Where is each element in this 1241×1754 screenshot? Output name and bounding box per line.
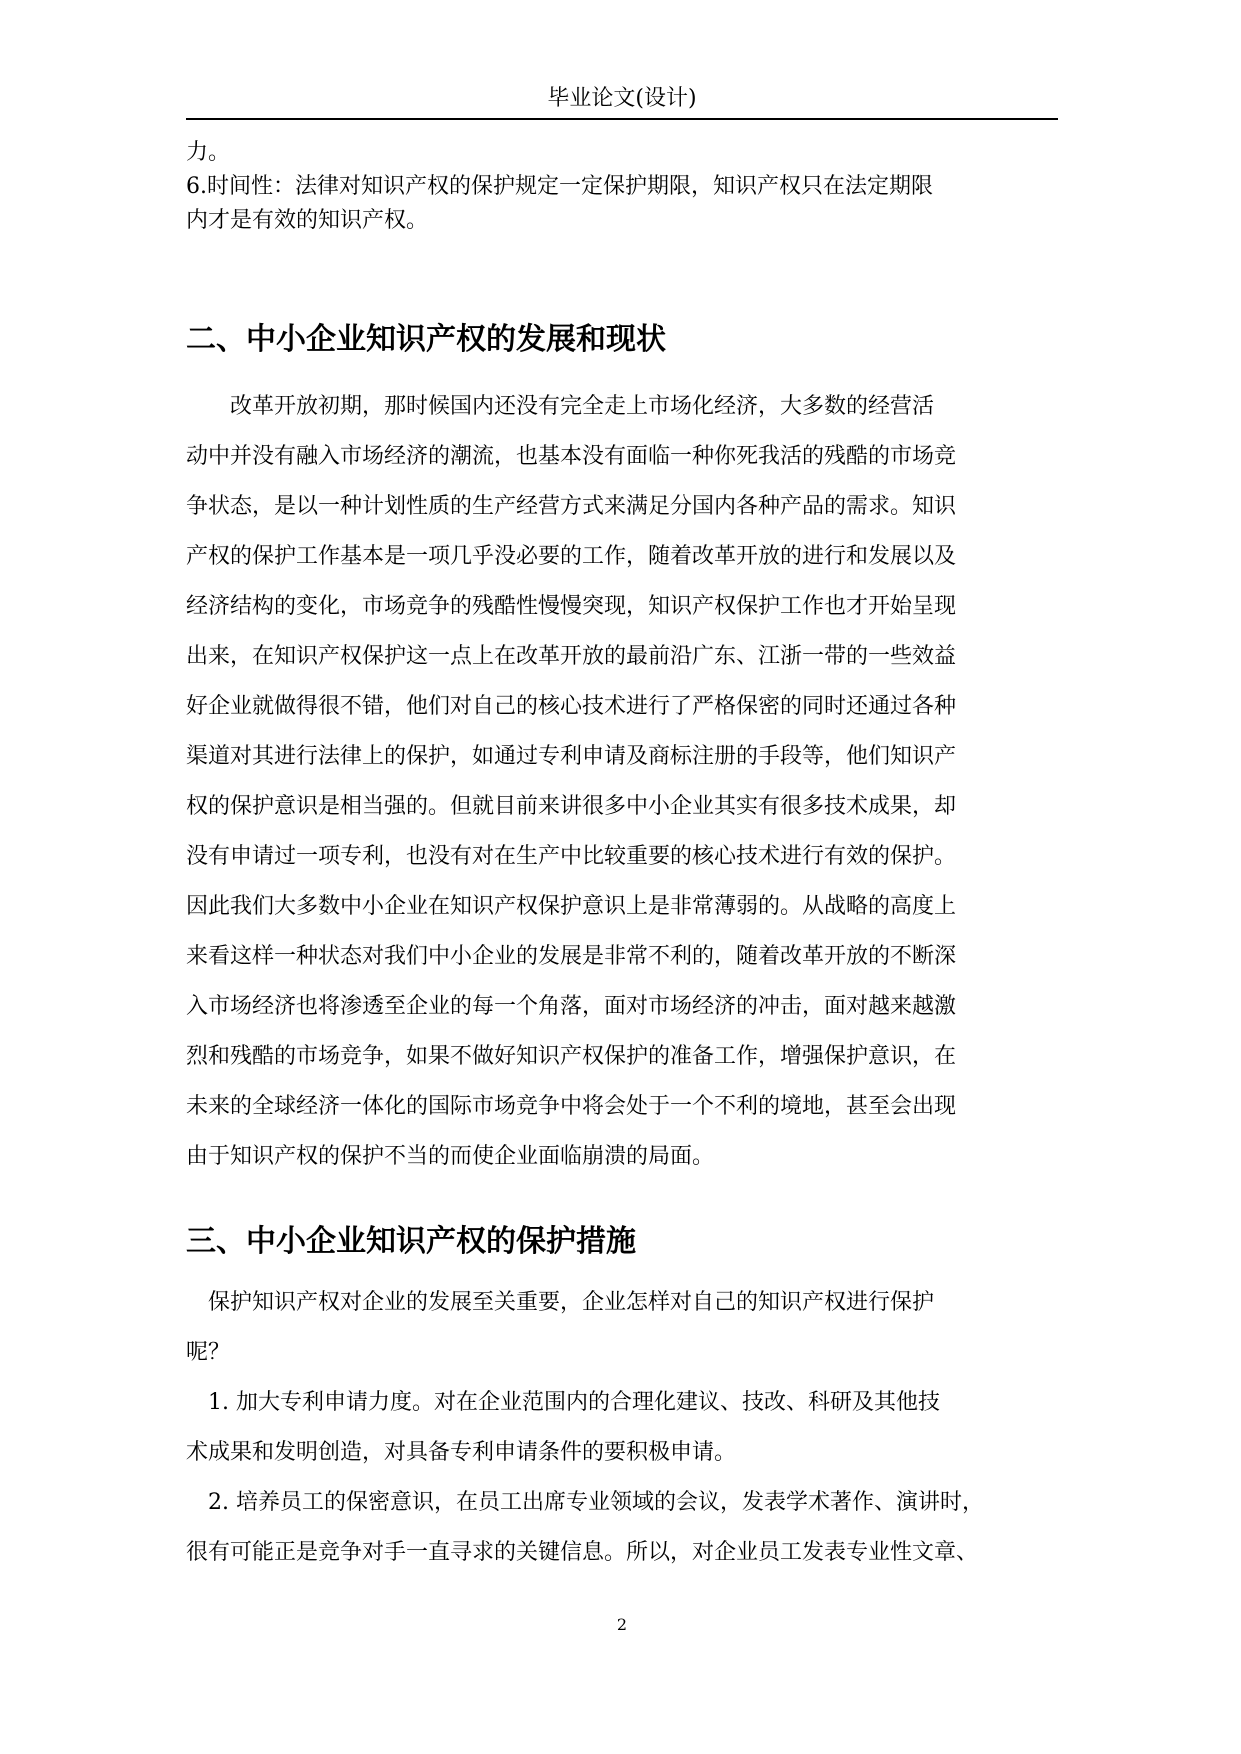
paragraph-line: 没有申请过一项专利，也没有对在生产中比较重要的核心技术进行有效的保护。	[186, 844, 957, 869]
paragraph-line: 2. 培养员工的保密意识，在员工出席专业领域的会议，发表学术著作、演讲时，	[186, 1490, 984, 1515]
running-header: 毕业论文(设计)	[547, 86, 697, 111]
paragraph-line: 渠道对其进行法律上的保护，如通过专利申请及商标注册的手段等，他们知识产	[186, 744, 957, 769]
paragraph-line: 由于知识产权的保护不当的而使企业面临崩溃的局面。	[186, 1144, 715, 1169]
paragraph-line: 保护知识产权对企业的发展至关重要，企业怎样对自己的知识产权进行保护	[186, 1290, 935, 1315]
paragraph-line: 很有可能正是竞争对手一直寻求的关键信息。所以，对企业员工发表专业性文章、	[186, 1540, 979, 1565]
paragraph-line: 改革开放初期，那时候国内还没有完全走上市场化经济，大多数的经营活	[186, 394, 935, 419]
section-heading-3: 三、中小企业知识产权的保护措施	[186, 1224, 636, 1259]
paragraph-line: 1. 加大专利申请力度。对在企业范围内的合理化建议、技改、科研及其他技	[186, 1390, 940, 1415]
paragraph-line: 因此我们大多数中小企业在知识产权保护意识上是非常薄弱的。从战略的高度上	[186, 894, 957, 919]
paragraph-line: 产权的保护工作基本是一项几乎没必要的工作，随着改革开放的进行和发展以及	[186, 544, 957, 569]
paragraph-line: 争状态，是以一种计划性质的生产经营方式来满足分国内各种产品的需求。知识	[186, 494, 957, 519]
paragraph-line: 权的保护意识是相当强的。但就目前来讲很多中小企业其实有很多技术成果，却	[186, 794, 957, 819]
paragraph-line: 力。	[186, 140, 231, 165]
paragraph-line: 烈和残酷的市场竞争，如果不做好知识产权保护的准备工作，增强保护意识，在	[186, 1044, 957, 1069]
paragraph-line: 入市场经济也将渗透至企业的每一个角落，面对市场经济的冲击，面对越来越激	[186, 994, 957, 1019]
paragraph-line: 出来，在知识产权保护这一点上在改革开放的最前沿广东、江浙一带的一些效益	[186, 644, 957, 669]
header-divider	[186, 118, 1058, 120]
paragraph-line: 未来的全球经济一体化的国际市场竞争中将会处于一个不利的境地，甚至会出现	[186, 1094, 957, 1119]
paragraph-line: 6.时间性：法律对知识产权的保护规定一定保护期限，知识产权只在法定期限	[186, 174, 933, 199]
paragraph-line: 内才是有效的知识产权。	[186, 208, 429, 233]
section-heading-2: 二、中小企业知识产权的发展和现状	[186, 322, 666, 357]
paragraph-line: 好企业就做得很不错，他们对自己的核心技术进行了严格保密的同时还通过各种	[186, 694, 957, 719]
paragraph-line: 动中并没有融入市场经济的潮流，也基本没有面临一种你死我活的残酷的市场竞	[186, 444, 957, 469]
paragraph-line: 经济结构的变化，市场竞争的残酷性慢慢突现，知识产权保护工作也才开始呈现	[186, 594, 957, 619]
paragraph-line: 来看这样一种状态对我们中小企业的发展是非常不利的，随着改革开放的不断深	[186, 944, 957, 969]
paragraph-line: 术成果和发明创造，对具备专利申请条件的要积极申请。	[186, 1440, 737, 1465]
paragraph-line: 呢？	[186, 1340, 231, 1365]
page-number: 2	[616, 1615, 628, 1634]
